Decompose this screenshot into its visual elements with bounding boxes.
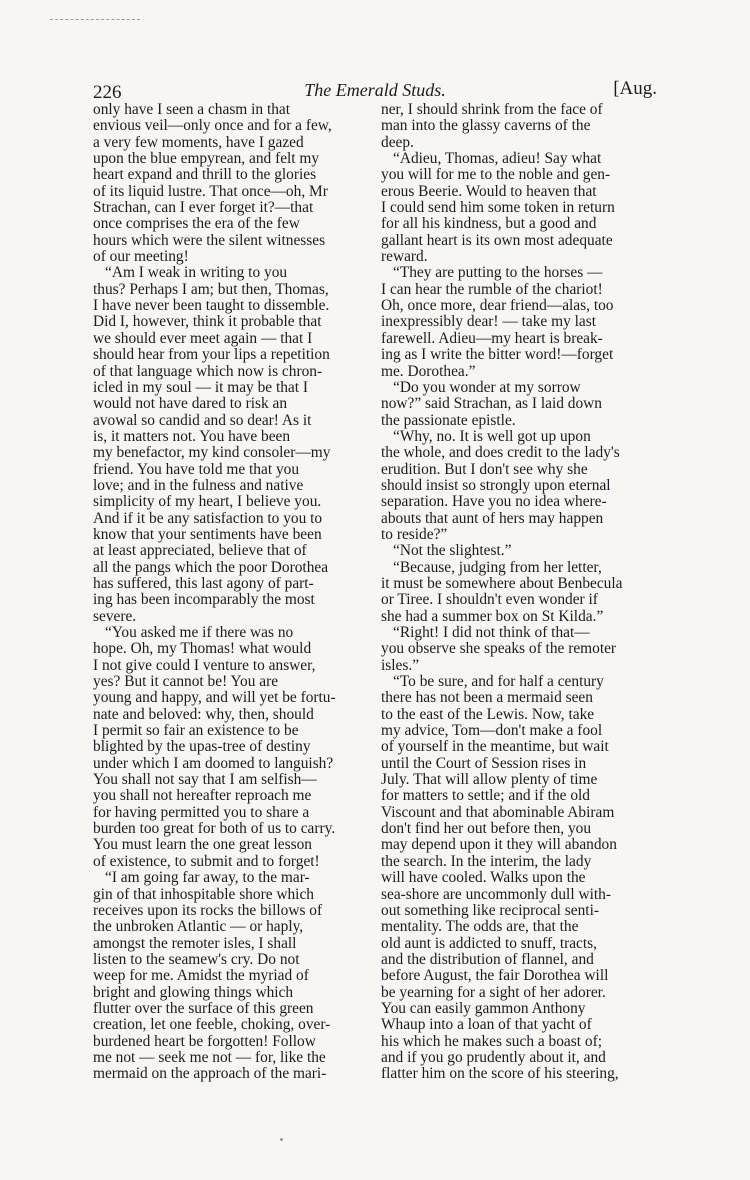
text-line: the passionate epistle. — [381, 411, 516, 429]
text-line: at least appreciated, believe that of — [93, 542, 307, 560]
text-line: she had a summer box on St Kilda.” — [381, 607, 604, 625]
text-line: Did I, however, think it probable that — [93, 313, 322, 331]
text-line: farewell. Adieu—my heart is break- — [381, 329, 603, 347]
text-line: only have I seen a chasm in that — [93, 101, 291, 118]
text-line: hope. Oh, my Thomas! what would — [93, 640, 312, 658]
text-line: of yourself in the meantime, but wait — [381, 738, 609, 756]
text-line: envious veil—only once and for a few, — [93, 117, 332, 135]
text-line: of its liquid lustre. That once—oh, Mr — [93, 182, 328, 200]
text-line: out something like reciprocal senti- — [381, 901, 599, 919]
text-line: be yearning for a sight of her adorer. — [381, 983, 606, 1001]
right-column — [381, 102, 655, 1083]
text-line: burden too great for both of us to carry. — [93, 820, 336, 838]
text-line: the unbroken Atlantic — or haply, — [93, 918, 304, 936]
text-line: “To be sure, and for half a century — [393, 673, 604, 691]
text-line: may depend upon it they will abandon — [381, 836, 617, 854]
text-line: upon the blue empyrean, and felt my — [93, 150, 320, 168]
text-line: me not — seek me not — for, like the — [93, 1048, 326, 1066]
running-month: [Aug. — [613, 78, 657, 99]
text-line: “Right! I did not think of that— — [393, 624, 590, 641]
text-line: “You asked me if there was no — [105, 624, 294, 641]
text-line: a very few moments, have I gazed — [93, 133, 304, 151]
text-line: severe. — [93, 607, 137, 625]
text-line: should hear from your lips a repetition — [93, 346, 330, 364]
text-line: flatter him on the score of his steering, — [381, 1065, 619, 1083]
text-line: should insist so strongly upon eternal — [381, 476, 611, 494]
text-line: once comprises the era of the few — [93, 215, 300, 233]
text-line: you will for me to the noble and gen- — [381, 166, 611, 184]
text-line: “Am I weak in writing to you — [105, 264, 288, 282]
text-line: or Tiree. I shouldn't even wonder if — [381, 591, 598, 609]
text-line: now?” said Strachan, as I laid down — [381, 395, 602, 413]
left-column — [93, 102, 371, 1083]
text-line: abouts that aunt of hers may happen — [381, 509, 604, 527]
scan-speck — [280, 1138, 283, 1141]
text-line: and the distribution of flannel, and — [381, 950, 594, 968]
text-line: of our meeting! — [93, 248, 189, 266]
text-line: deep. — [381, 133, 414, 151]
text-line: before August, the fair Dorothea will — [381, 967, 609, 985]
text-line: for all his kindness, but a good and — [381, 215, 597, 233]
text-line: thus? Perhaps I am; but then, Thomas, — [93, 280, 329, 298]
text-line: receives upon its rocks the billows of — [93, 901, 323, 919]
text-line: “Do you wonder at my sorrow — [393, 378, 581, 396]
text-line: mermaid on the approach of the mari- — [93, 1065, 327, 1083]
text-line: ing as I write the bitter word!—forget — [381, 346, 614, 364]
text-line: listen to the seamew's cry. Do not — [93, 950, 300, 968]
text-line: it must be somewhere about Benbecula — [381, 574, 623, 592]
text-line: erudition. But I don't see why she — [381, 460, 588, 478]
text-line: would not have dared to risk an — [93, 395, 288, 413]
text-line: Whaup into a loan of that yacht of — [381, 1016, 592, 1034]
text-line: flutter over the surface of this green — [93, 999, 314, 1017]
text-line: ner, I should shrink from the face of — [381, 101, 603, 118]
text-line: nate and beloved: why, then, should — [93, 705, 314, 723]
text-line: heart expand and thrill to the glories — [93, 166, 317, 184]
running-title: The Emerald Studs. — [304, 80, 446, 100]
text-line: is, it matters not. You have been — [93, 427, 291, 445]
text-line: yes? But it cannot be! You are — [93, 673, 279, 691]
text-line: don't find her out before then, you — [381, 820, 592, 838]
text-line: icled in my soul — it may be that I — [93, 378, 309, 396]
text-line: you shall not hereafter reproach me — [93, 787, 312, 805]
text-line: I could send him some token in return — [381, 199, 615, 217]
text-line: to the east of the Lewis. Now, take — [381, 705, 595, 723]
text-line: “Because, judging from her letter, — [393, 558, 602, 576]
text-line: his which he makes such a boast of; — [381, 1032, 602, 1050]
text-line: Oh, once more, dear friend—alas, too — [381, 297, 614, 315]
text-line: Strachan, can I ever forget it?—that — [93, 199, 314, 217]
text-line: “I am going far away, to the mar- — [105, 869, 310, 887]
text-line: will have cooled. Walks upon the — [381, 869, 586, 887]
text-line: sea-shore are uncommonly dull with- — [381, 885, 611, 903]
text-line: separation. Have you no idea where- — [381, 493, 607, 511]
text-line: of that language which now is chron- — [93, 362, 323, 380]
text-line: And if it be any satisfaction to you to — [93, 509, 323, 527]
text-line: for having permitted you to share a — [93, 803, 310, 821]
text-line: has suffered, this last agony of part- — [93, 574, 314, 592]
scan-mark — [50, 19, 140, 20]
text-line: there has not been a mermaid seen — [381, 689, 593, 707]
text-line: “They are putting to the horses — — [393, 264, 603, 282]
text-line: my advice, Tom—don't make a fool — [381, 722, 603, 740]
text-line: hours which were the silent witnesses — [93, 231, 326, 249]
text-line: I can hear the rumble of the chariot! — [381, 280, 603, 298]
text-line: and if you go prudently about it, and — [381, 1048, 606, 1066]
text-line: I permit so fair an existence to be — [93, 722, 299, 740]
text-line: simplicity of my heart, I believe you. — [93, 493, 322, 511]
text-line: July. That will allow plenty of time — [381, 771, 598, 789]
text-line: mentality. The odds are, that the — [381, 918, 579, 936]
text-line: man into the glassy caverns of the — [381, 117, 591, 135]
text-line: the whole, and does credit to the lady's — [381, 444, 620, 462]
text-line: amongst the remoter isles, I shall — [93, 934, 297, 952]
text-line: I not give could I venture to answer, — [93, 656, 316, 674]
text-line: Viscount and that abominable Abiram — [381, 803, 615, 821]
text-line: until the Court of Session rises in — [381, 754, 587, 772]
text-line: isles.” — [381, 656, 420, 674]
text-line: for matters to settle; and if the old — [381, 787, 590, 805]
text-line: love; and in the fulness and native — [93, 476, 304, 494]
text-line: inexpressibly dear! — take my last — [381, 313, 596, 331]
text-line: know that your sentiments have been — [93, 525, 322, 543]
text-line: you observe she speaks of the remoter — [381, 640, 617, 658]
text-line: “Why, no. It is well got up upon — [393, 427, 591, 445]
text-line: under which I am doomed to languish? — [93, 754, 334, 772]
text-line: “Not the slightest.” — [393, 542, 512, 560]
text-line: my benefactor, my kind consoler—my — [93, 444, 331, 462]
text-line: reward. — [381, 248, 428, 266]
text-line: ing has been incomparably the most — [93, 591, 315, 609]
text-line: burdened heart be forgotten! Follow — [93, 1032, 316, 1050]
text-line: young and happy, and will yet be fortu- — [93, 689, 336, 707]
text-line: You shall not say that I am selfish— — [93, 771, 317, 789]
text-line: weep for me. Amidst the myriad of — [93, 967, 309, 985]
text-line: we should ever meet again — that I — [93, 329, 313, 347]
text-line: gallant heart is its own most adequate — [381, 231, 613, 249]
text-line: You must learn the one great lesson — [93, 836, 312, 854]
text-line: I have never been taught to dissemble. — [93, 297, 330, 315]
text-line: all the pangs which the poor Dorothea — [93, 558, 329, 576]
text-line: avowal so candid and so dear! As it — [93, 411, 312, 429]
text-line: me. Dorothea.” — [381, 362, 476, 380]
text-line: erous Beerie. Would to heaven that — [381, 182, 597, 200]
text-line: bright and glowing things which — [93, 983, 294, 1001]
text-line: creation, let one feeble, choking, over- — [93, 1016, 331, 1034]
text-line: the search. In the interim, the lady — [381, 852, 592, 870]
page-number: 226 — [93, 82, 122, 103]
text-line: blighted by the upas-tree of destiny — [93, 738, 311, 756]
text-line: gin of that inhospitable shore which — [93, 885, 314, 903]
text-line: friend. You have told me that you — [93, 460, 300, 478]
text-line: to reside?” — [381, 525, 448, 543]
text-line: “Adieu, Thomas, adieu! Say what — [393, 150, 602, 168]
text-line: old aunt is addicted to snuff, tracts, — [381, 934, 597, 952]
text-line: of existence, to submit and to forget! — [93, 852, 320, 870]
text-line: You can easily gammon Anthony — [381, 999, 586, 1017]
